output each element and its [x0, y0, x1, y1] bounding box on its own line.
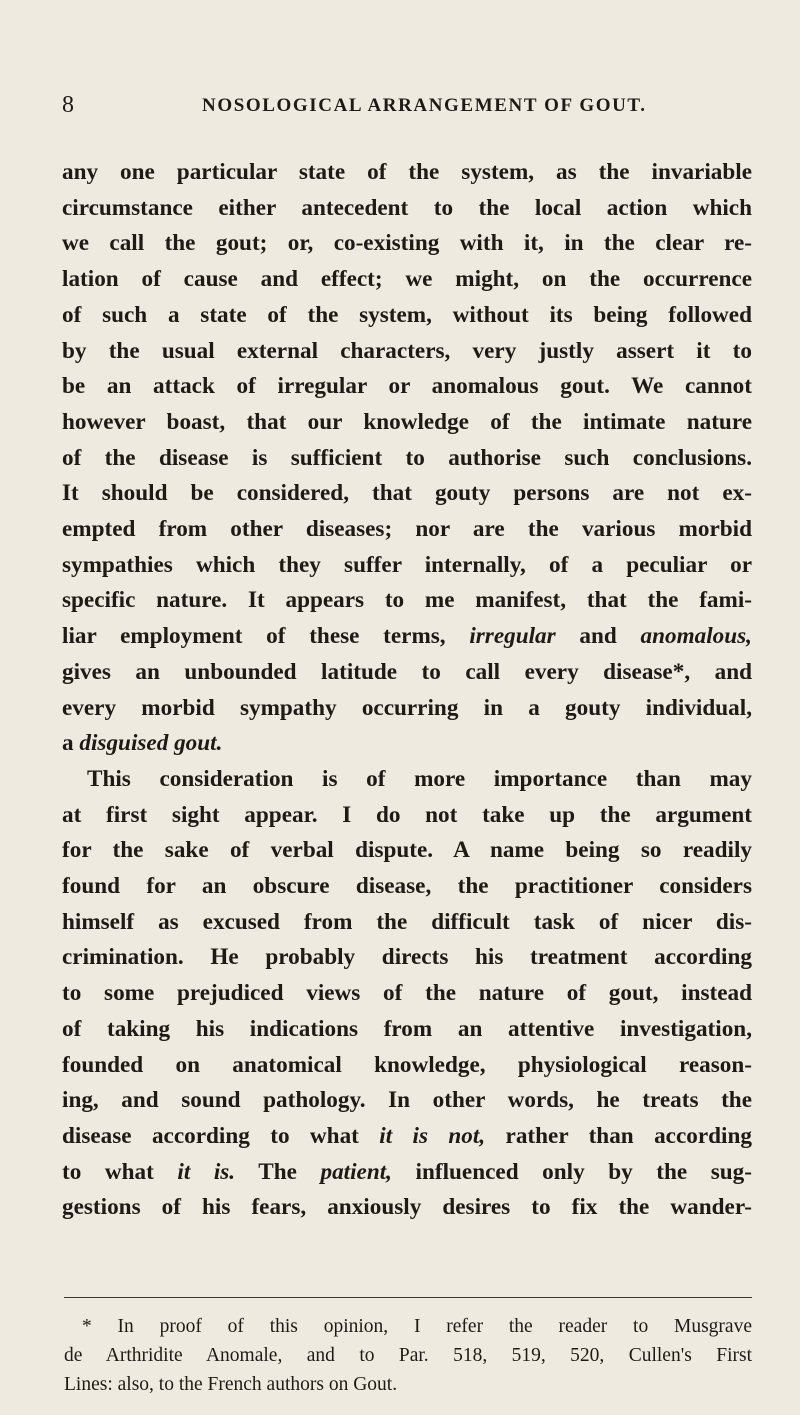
footnote-line: Lines: also, to the French authors on Gout.: [64, 1374, 398, 1395]
text-line: of such a state of the system, without its being followed: [62, 301, 752, 328]
text-line: gestions of his fears, anxiously desires to fix the wander-: [62, 1194, 752, 1221]
text-run: a: [62, 730, 80, 757]
text-run: The: [235, 1158, 321, 1185]
text-line: [62, 726, 752, 762]
italic-term: anomalous,: [640, 623, 752, 650]
text-run: disease according to what: [62, 1122, 380, 1149]
text-line: to some prejudiced views of the nature of gout, instead: [62, 980, 752, 1007]
text-line: This consideration is of more importance than may: [87, 765, 752, 792]
text-line: any one particular state of the system, as the invariable: [62, 159, 752, 185]
paragraph-2: [62, 762, 752, 1226]
text-line: lation of cause and effect; we might, on the occurrence: [62, 266, 752, 293]
italic-term: irregular: [469, 623, 556, 650]
text-line: It should be considered, that gouty persons are not ex-: [62, 480, 752, 507]
text-line: ing, and sound pathology. In other words, he treats the: [62, 1087, 752, 1114]
text-run: and: [555, 623, 641, 650]
text-line: sympathies which they suffer internally, of a peculiar or: [62, 551, 752, 578]
text-run: to what: [62, 1158, 178, 1185]
text-line: crimination. He probably directs his treatment according: [62, 944, 752, 971]
text-line: [62, 1155, 752, 1191]
text-line: however boast, that our knowledge of the intimate nature: [62, 408, 752, 435]
text-run: influenced only by the sug-: [391, 1158, 752, 1185]
italic-term: disguised gout.: [79, 730, 223, 757]
italic-term: it is not,: [379, 1122, 486, 1149]
text-line: [62, 1119, 752, 1155]
text-line: specific nature. It appears to me manifest, that the fami-: [62, 587, 752, 614]
footnote-divider: [64, 1297, 752, 1298]
text-line: himself as excused from the difficult task of nicer dis-: [62, 908, 752, 935]
text-run: rather than according: [485, 1122, 752, 1149]
text-line: empted from other diseases; nor are the various morbid: [62, 516, 752, 543]
page-number: 8: [62, 92, 75, 118]
text-line: founded on anatomical knowledge, physiological reason-: [62, 1051, 752, 1078]
paragraph-1: [62, 155, 752, 762]
italic-term: it is.: [177, 1158, 236, 1185]
text-line: by the usual external characters, very justly assert it to: [62, 337, 752, 364]
running-title: NOSOLOGICAL ARRANGEMENT OF GOUT.: [202, 95, 647, 116]
text-line: for the sake of verbal dispute. A name being so readily: [62, 837, 752, 864]
text-line: at first sight appear. I do not take up the argument: [62, 801, 752, 828]
text-line: of the disease is sufficient to authorise such conclusions.: [62, 444, 752, 471]
text-line: of taking his indications from an attentive investigation,: [62, 1015, 752, 1042]
running-head: [62, 92, 752, 122]
text-line: every morbid sympathy occurring in a gouty individual,: [62, 694, 752, 721]
footnote-line: * In proof of this opinion, I refer the reader to Musgrave: [82, 1316, 752, 1337]
text-line: [62, 619, 752, 655]
text-line: found for an obscure disease, the practitioner considers: [62, 873, 752, 900]
footnote-line: de Arthridite Anomale, and to Par. 518, 519, 520, Cullen's First: [64, 1345, 752, 1366]
text-line: be an attack of irregular or anomalous gout. We cannot: [62, 373, 752, 400]
text-line: gives an unbounded latitude to call every disease*, and: [62, 658, 752, 685]
text-line: we call the gout; or, co-existing with it, in the clear re-: [62, 230, 752, 257]
body-text: [62, 155, 752, 1226]
text-run: liar employment of these terms,: [62, 623, 470, 650]
italic-term: patient,: [320, 1158, 392, 1185]
footnote: [64, 1312, 752, 1399]
text-line: circumstance either antecedent to the local action which: [62, 194, 752, 221]
